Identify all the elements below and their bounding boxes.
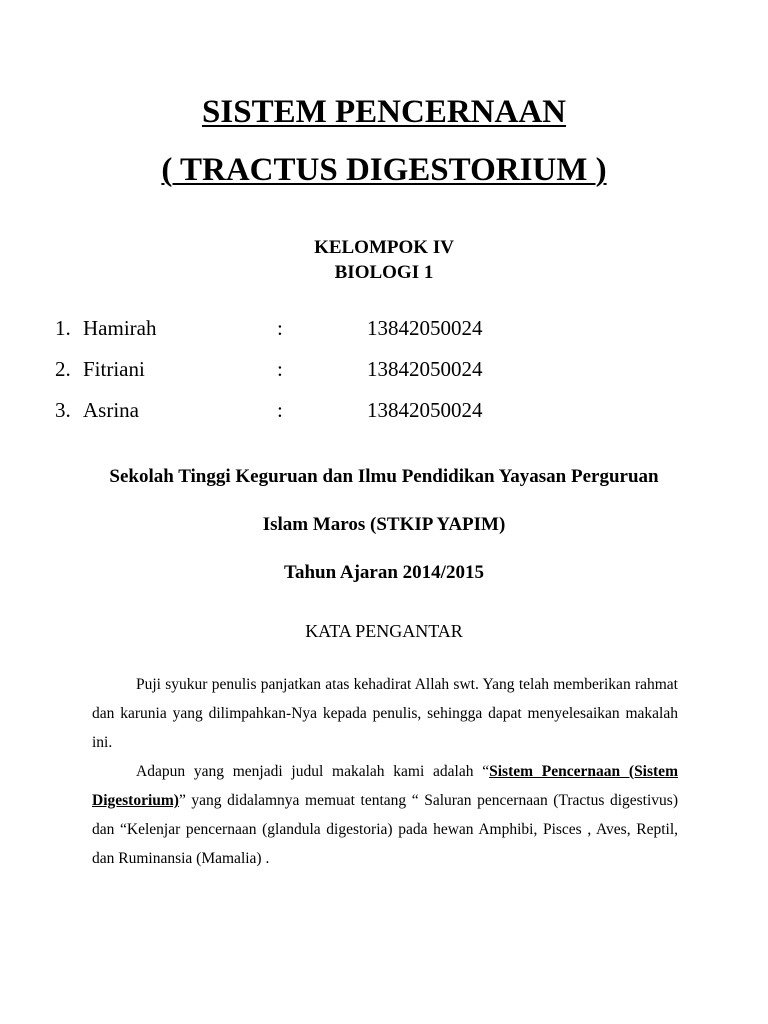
- institution-line-1: Sekolah Tinggi Keguruan dan Ilmu Pendidikan Yayasan Perguruan: [109, 466, 659, 487]
- member-separator: :: [277, 357, 283, 381]
- member-name: Asrina: [83, 398, 139, 422]
- member-number: 3.: [55, 398, 71, 422]
- section-heading: KATA PENGANTAR: [305, 621, 463, 641]
- member-nim: 13842050024: [367, 398, 483, 422]
- document-title: SISTEM PENCERNAAN: [202, 94, 566, 130]
- academic-year: Tahun Ajaran 2014/2015: [284, 562, 484, 583]
- foreword-body: [92, 670, 678, 873]
- member-number: 2.: [55, 357, 71, 381]
- member-nim: 13842050024: [367, 316, 483, 340]
- paragraph-2-rest: ” yang didalamnya memuat tentang “ Saluran pencernaan (Tractus digestivus) dan “Kelenjar pencernaan (glandula digestoria) pada hewan Amphibi, Pisces , Aves, Reptil, dan Ruminansia (Mamalia) .: [92, 792, 678, 867]
- document-subtitle: ( TRACTUS DIGESTORIUM ): [161, 152, 607, 188]
- paper-title-reference: Sistem Pencernaan (Sistem Digestorium): [92, 763, 678, 809]
- foreword-paragraph-2: [92, 757, 678, 873]
- group-info: [0, 235, 768, 285]
- member-name: Fitriani: [83, 357, 145, 381]
- class-name: BIOLOGI 1: [334, 262, 434, 283]
- member-number: 1.: [55, 316, 71, 340]
- member-name: Hamirah: [83, 316, 157, 340]
- institution-line-2: Islam Maros (STKIP YAPIM): [262, 514, 506, 535]
- member-nim: 13842050024: [367, 357, 483, 381]
- group-name: KELOMPOK IV: [314, 237, 454, 258]
- paragraph-2-intro: Adapun yang menjadi judul makalah kami adalah “: [136, 763, 490, 780]
- member-separator: :: [277, 398, 283, 422]
- foreword-paragraph-1: Puji syukur penulis panjatkan atas kehadirat Allah swt. Yang telah memberikan rahmat dan karunia yang dilimpahkan-Nya kepada penulis, sehingga dapat menyelesaikan makalah ini.: [92, 676, 678, 751]
- member-separator: :: [277, 316, 283, 340]
